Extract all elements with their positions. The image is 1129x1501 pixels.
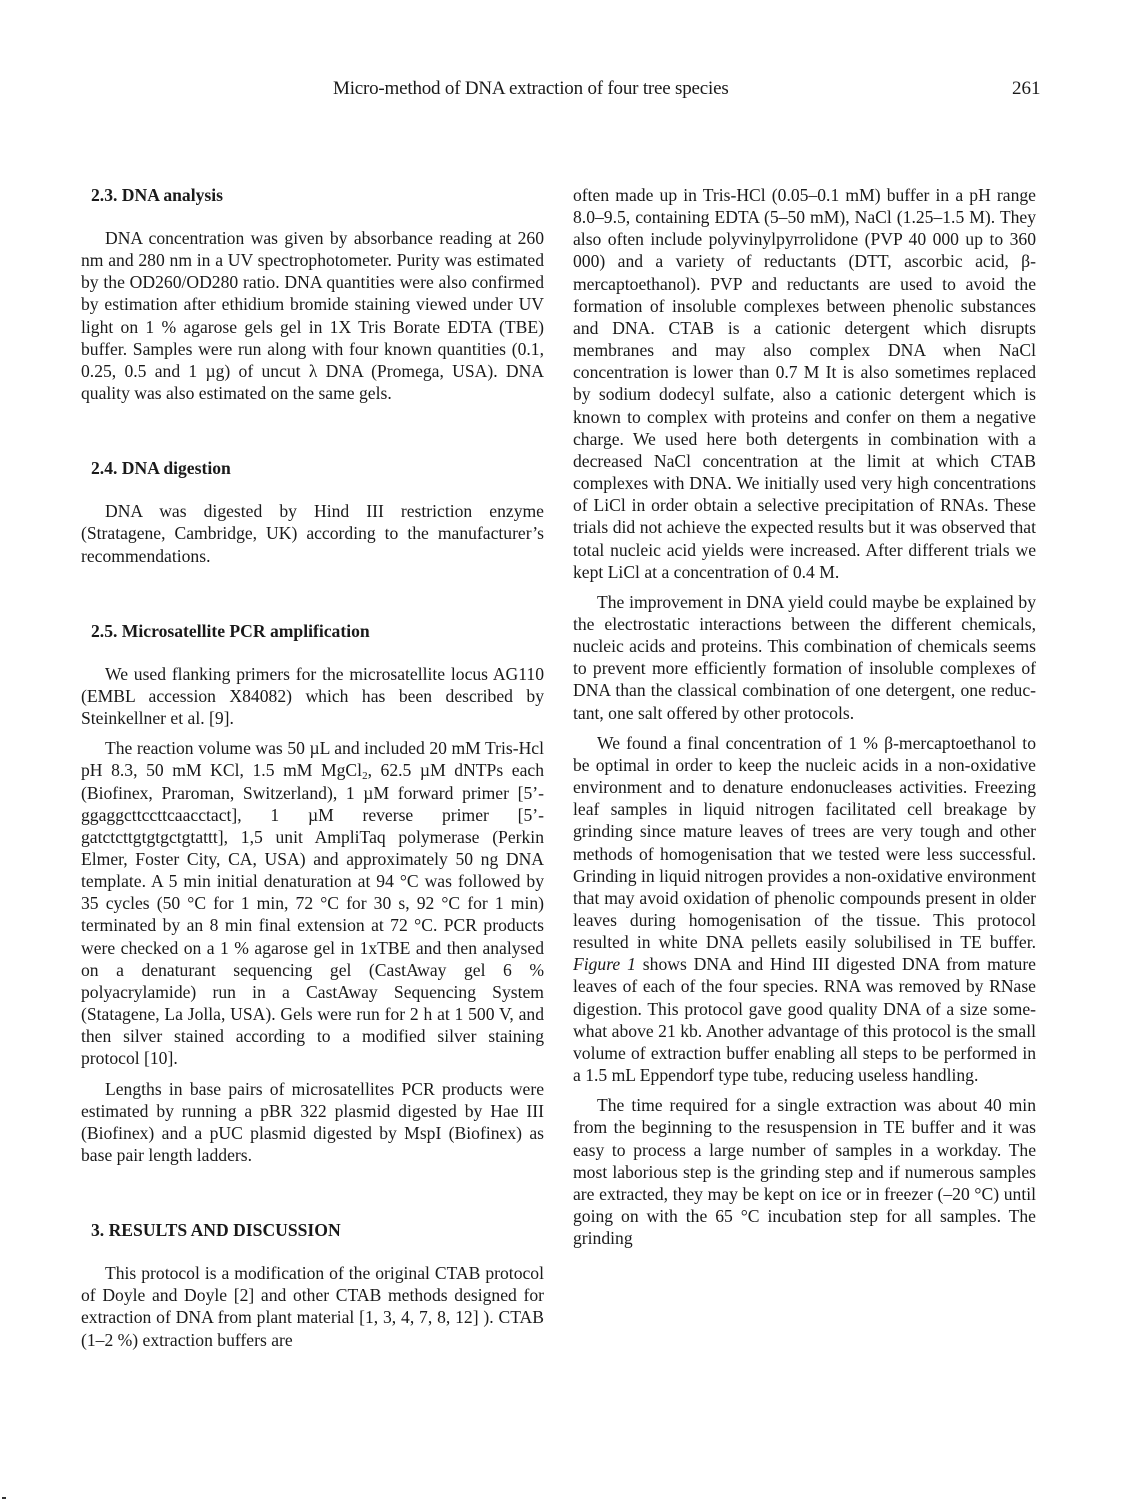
text-run: The reaction volume was 50 µL and included 20 mM Tris-Hcl pH 8.3, 50 mM KCl, 1.5 mM MgCl [81,738,544,781]
paragraph: DNA was digested by Hind III restriction enzyme (Stratagene, Cambridge, UK) according to the manufacturer’s recommendations. [81,501,544,566]
paragraph: The time required for a single extraction was about 40 min from the beginning to the resuspension in TE buffer and it was easy to process a large number of samples in a workday. The most laborious step is the grinding step and if numerous samples are extracted, they may be kept on ice or in freezer (–20 °C) until going on with the 65 °C incubation step for all samples. The grinding [573,1095,1036,1249]
section-heading: 2.4. DNA digestion [91,458,231,479]
scan-artifact [2,1497,6,1499]
section-2-3-dna-analysis [81,184,544,404]
right-column [573,184,1036,1249]
paragraph-continued: often made up in Tris-HCl (0.05–0.1 mM) buffer in a pH range 8.0–9.5, containing EDTA (5–50 mM), NaCl (1.25–1.5 M). They also often include polyvinylpyrrolidone (PVP 40 000 up to 360 000) and a variety of reductants (DTT, ascorbic acid, β-mercaptoethanol). PVP and reductants are used to avoid the formation of insoluble complexes between phenolic substances and DNA. CTAB is a cationic detergent which disrupts membranes and may also complex DNA when NaCl concentration is lower than 0.7 M It is also sometimes replaced by sodium dodecyl sulfate, also a cationic detergent which is known to complex with proteins and confer on them a negative charge. We used here both detergents in combination with a decreased NaCl concentration at the limit at which CTAB complexes with DNA. We initially used very high concentrations of LiCl in order obtain a selective precipitation of RNAs. These trials did not achieve the expected results but it was observed that total nucleic acid yields were increased. After different trials we kept LiCl at a concentration of 0.4 M. [573,185,1036,582]
left-column [81,184,544,1351]
text-run: We found a final concentration of 1 % β-mercaptoethanol to be optimal in order to keep the nucleic acids in a non-oxidative environment and to denature endonucleases activities. Freezing leaf samples in liquid nitrogen facilitated cell breakage by grinding since mature leaves of trees are very tough and other methods of homogenisation that we tested were less successful. Grinding in liquid nitrogen provides a non-oxidative environment that may avoid oxidation of phenolic compounds present in older leaves during homogenisation of the tissue. This protocol resulted in white DNA pellets easily solubilised in TE buffer. [573,732,1036,953]
text-run: , 62.5 µM dNTPs each (Biofinex, Praroman, Switzerland), 1 µM forward primer [5’-ggaggcttccttcaacctact], 1 µM reverse primer [5’-gatctcttgtgtgctgtattt], 1,5 unit AmpliTaq polymerase (Perkin Elmer, Foster City, CA, USA) and approximately 50 ng DNA template. A 5 min initial denaturation at 94 °C was followed by 35 cycles (50 °C for 1 min, 72 °C for 30 s, 92 °C for 1 min) terminated by an 8 min final extension at 72 °C. PCR products were checked on a 1 % agarose gel in 1xTBE and then analysed on a denaturant sequencing gel (CastAway gel 6 % polyacrylamide) run in a CastAway Sequencing System (Statagene, La Jolla, USA). Gels were run for 2 h at 1 500 V, and then silver stained according to a modified silver staining protocol [10]. [81,760,544,1069]
subscript: 2 [362,770,368,783]
figure-reference: Figure 1 [573,954,636,975]
paragraph: This protocol is a modification of the original CTAB protocol of Doyle and Doyle [2] and other CTAB methods designed for extraction of DNA from plant material [1, 3, 4, 7, 8, 12] ). CTAB (1–2 %) extraction buffers are [81,1263,544,1350]
running-title: Micro-method of DNA extraction of four tree species [333,78,729,99]
paragraph: We used flanking primers for the microsatellite locus AG110 (EMBL accession X84082) which has been described by Steinkellner et al. [9]. [81,663,544,729]
paragraph: DNA concentration was given by absorbance reading at 260 nm and 280 nm in a UV spectrophotometer. Purity was estimated by the OD260/OD280 ratio. DNA quantities were also confirmed by estimation after ethidium bromide staining viewed under UV light on 1 % agarose gels gel in 1X Tris Borate EDTA (TBE) buffer. Samples were run along with four known quantities (0.1, 0.25, 0.5 and 1 µg) of uncut λ DNA (Promega, USA). DNA quality was also estimated on the same gels. [81,228,544,404]
page-number: 261 [1012,78,1041,99]
section-heading: 2.3. DNA analysis [91,185,223,205]
section-2-5-microsatellite-pcr [81,620,544,1166]
section-3-results-and-discussion [81,1219,544,1351]
section-2-4-dna-digestion [81,457,544,566]
text-run: shows DNA and Hind III digested DNA from mature leaves of each of the four species. RNA was removed by RNase digestion. This protocol gave good quality DNA of a size somewhat above 21 kb. Another advantage of this protocol is the small volume of extraction buffer enabling all steps to be performed in a 1.5 mL Eppendorf type tube, reducing useless handling. [573,954,1036,1086]
running-header [0,78,1129,102]
paragraph-pcr-reaction [81,737,544,1069]
paragraph-with-figure-ref [573,732,1036,1087]
section-heading: 3. RESULTS AND DISCUSSION [91,1220,341,1241]
paragraph: The improvement in DNA yield could maybe be explained by the electrostatic interactions between the different chemicals, nucleic acids and proteins. This combination of chemicals seems to prevent more efficiently formation of insoluble complexes of DNA than the classical combination of one detergent, one reductant, one salt offered by other protocols. [573,591,1036,723]
section-heading: 2.5. Microsatellite PCR amplification [91,620,370,641]
paragraph: Lengths in base pairs of microsatellites PCR products were estimated by running a pBR 322 plasmid digested by Hae III (Biofinex) and a pUC plasmid digested by MspI (Biofinex) as base pair length ladders. [81,1078,544,1165]
